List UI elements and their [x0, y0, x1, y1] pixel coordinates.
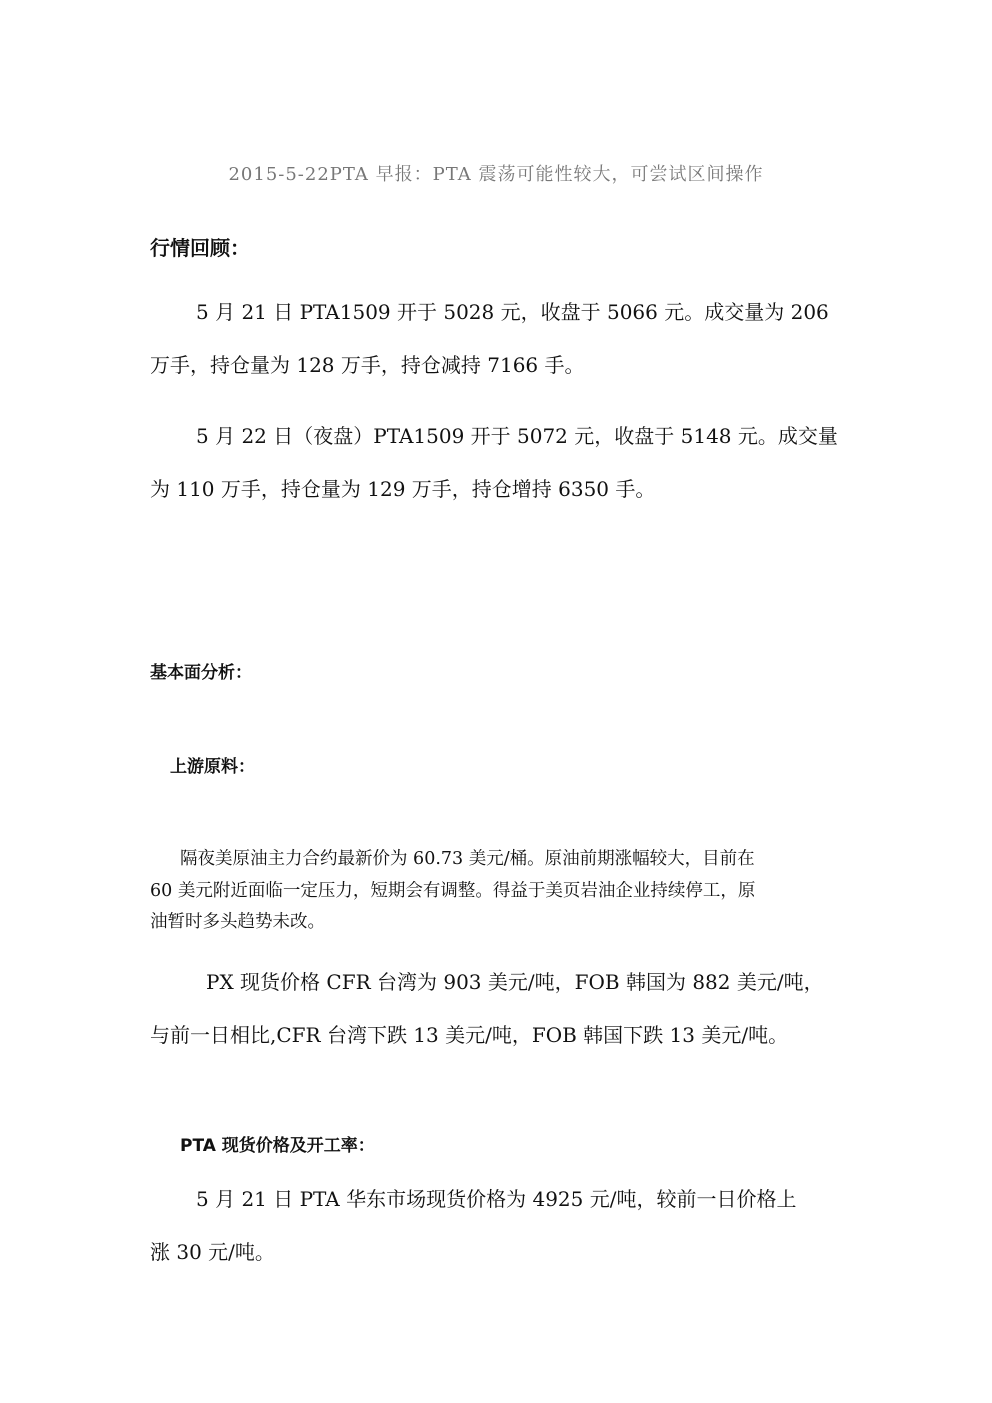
paragraph-line: 60 美元附近面临一定压力，短期会有调整。得益于美页岩油企业持续停工，原: [150, 881, 756, 901]
section-heading-fundamental: 基本面分析：: [150, 663, 252, 683]
subheading-upstream: 上游原料：: [170, 757, 255, 777]
paragraph-line: 油暂时多头趋势未改。: [150, 912, 325, 932]
paragraph-line: 隔夜美原油主力合约最新价为 60.73 美元/桶。原油前期涨幅较大，目前在: [180, 849, 755, 869]
paragraph-line: 为 110 万手，持仓量为 129 万手，持仓增持 6350 手。: [150, 477, 656, 501]
document-title: 2015-5-22PTA 早报：PTA 震荡可能性较大，可尝试区间操作: [228, 164, 764, 185]
section-heading-market-review: 行情回顾：: [150, 236, 250, 260]
paragraph-line: 与前一日相比,CFR 台湾下跌 13 美元/吨，FOB 韩国下跌 13 美元/吨。: [150, 1023, 789, 1047]
paragraph-line: 5 月 22 日（夜盘）PTA1509 开于 5072 元，收盘于 5148 元。成交量: [196, 424, 838, 448]
paragraph-line: 万手，持仓量为 128 万手，持仓减持 7166 手。: [150, 353, 585, 377]
paragraph-line: PX 现货价格 CFR 台湾为 903 美元/吨，FOB 韩国为 882 美元/吨，: [206, 970, 824, 994]
paragraph-line: 5 月 21 日 PTA 华东市场现货价格为 4925 元/吨，较前一日价格上: [196, 1187, 797, 1211]
subheading-pta-spot: PTA 现货价格及开工率：: [180, 1136, 375, 1156]
paragraph-line: 涨 30 元/吨。: [150, 1240, 275, 1264]
paragraph-line: 5 月 21 日 PTA1509 开于 5028 元，收盘于 5066 元。成交量为 206: [196, 300, 829, 324]
